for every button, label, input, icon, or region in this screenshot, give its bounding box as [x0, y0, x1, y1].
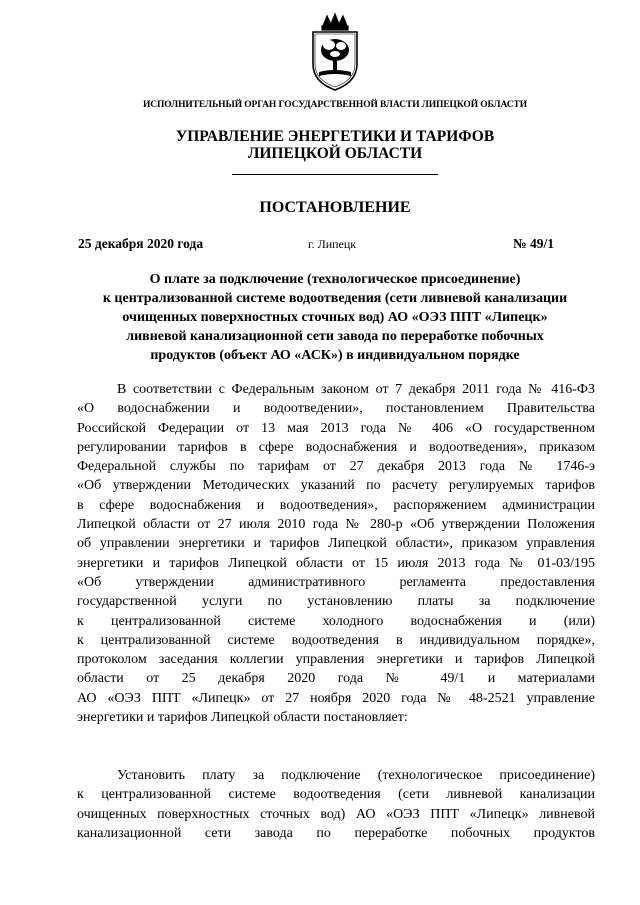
- text-line: канализационной сети завода по переработке побочных продуктов: [77, 825, 595, 841]
- text-line: «О водоснабжении и водоотведении», постановлением Правительства: [77, 401, 595, 417]
- document-meta: [78, 236, 554, 252]
- text-line: энергетики и тарифов Липецкой области от 15 июля 2013 года № 01-03/195: [77, 555, 595, 571]
- document-number: № 49/1: [513, 236, 554, 251]
- text-line: регулировании тарифов в сфере водоснабжения и водоотведения», приказом: [77, 439, 595, 455]
- department-name: [60, 128, 610, 162]
- text-line: Российской Федерации от 13 мая 2013 года № 406 «О государственном: [77, 420, 595, 436]
- text-line: протоколом заседания коллегии управления энергетики и тарифов Липецкой: [77, 652, 595, 668]
- subject-line: ливневой канализационной сети завода по переработке побочных: [126, 329, 544, 344]
- text-line: Федеральной службы по тарифам от 27 декабря 2013 года № 1746-э: [77, 459, 595, 475]
- department-name-line: ЛИПЕЦКОЙ ОБЛАСТИ: [247, 145, 423, 162]
- subject-line: к централизованной системе водоотведения (сети ливневой канализации: [102, 291, 568, 306]
- subject-line: О плате за подключение (технологическое присоединение): [149, 272, 521, 287]
- text-line: «Об утверждении Методических указаний по расчету регулируемых тарифов: [77, 478, 595, 494]
- text-line: к централизованной системе водоотведения в индивидуальном порядке»,: [77, 632, 595, 648]
- text-line: государственной услуги по установлению платы за подключение: [77, 594, 595, 610]
- text-line: Липецкой области от 27 июля 2010 года № 280-р «Об утверждении Положения: [77, 517, 595, 533]
- issuing-authority: ИСПОЛНИТЕЛЬНЫЙ ОРГАН ГОСУДАРСТВЕННОЙ ВЛАСТИ ЛИПЕЦКОЙ ОБЛАСТИ: [142, 100, 528, 110]
- subject-line: очищенных поверхностных сточных вод) АО «ОЭЗ ППТ «Липецк»: [122, 310, 548, 325]
- text-line: области от 25 декабря 2020 года № 49/1 и материалами: [77, 671, 595, 687]
- document-date: 25 декабря 2020 года: [78, 236, 204, 251]
- text-line: в сфере водоснабжения и водоотведения», распоряжением администрации: [77, 497, 595, 513]
- document-city: г. Липецк: [308, 237, 357, 251]
- subject-line: продуктов (объект АО «АСК») в индивидуальном порядке: [150, 348, 520, 363]
- text-line: об управлении энергетики и тарифов Липецкой области», приказом управления: [77, 536, 595, 552]
- resolution-paragraph: [77, 766, 595, 843]
- text-line: очищенных поверхностных сточных вод) АО «ОЭЗ ППТ «Липецк» ливневой: [77, 806, 595, 822]
- text-line: «Об утверждении административного регламента предоставления: [77, 574, 595, 590]
- text-line: к централизованной системе холодного водоснабжения и (или): [77, 613, 595, 629]
- header-divider: [232, 174, 438, 175]
- text-line: Установить плату за подключение (технологическое присоединение): [117, 768, 595, 783]
- coat-of-arms-icon: [305, 12, 365, 92]
- text-line: АО «ОЭЗ ППТ «Липецк» от 27 ноября 2020 года № 48-2521 управление: [77, 690, 595, 706]
- preamble-paragraph: [77, 380, 595, 727]
- text-line: В соответствии с Федеральным законом от 7 декабря 2011 года № 416-ФЗ: [117, 382, 595, 397]
- department-name-line: УПРАВЛЕНИЕ ЭНЕРГЕТИКИ И ТАРИФОВ: [175, 128, 495, 145]
- text-line: энергетики и тарифов Липецкой области постановляет:: [77, 710, 408, 726]
- document-subject: [60, 270, 610, 365]
- text-line: к централизованной системе водоотведения (сети ливневой канализации: [77, 787, 595, 803]
- document-title: ПОСТАНОВЛЕНИЕ: [259, 199, 411, 216]
